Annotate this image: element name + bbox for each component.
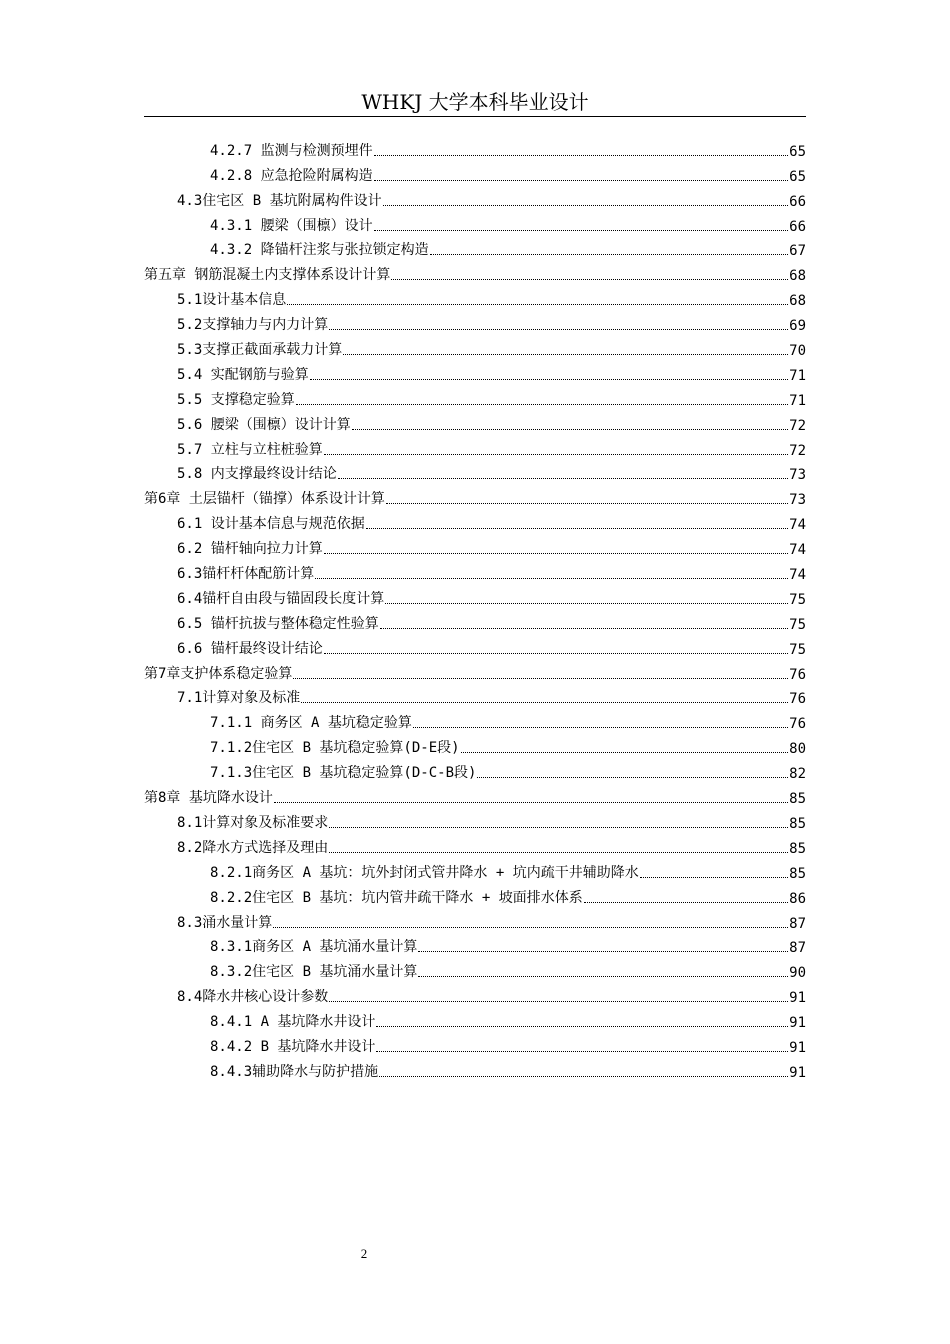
toc-entry[interactable] — [144, 807, 806, 832]
toc-entry-page: 71 — [789, 392, 806, 409]
toc-entry-title: 第6章 土层锚杆（锚撑）体系设计计算 — [144, 491, 385, 508]
toc-entry-page: 80 — [789, 741, 806, 758]
dot-leader — [324, 653, 788, 654]
toc-entry-title: 4.3.1 腰梁（围檩）设计 — [210, 217, 373, 234]
toc-entry-title: 7.1.3住宅区 B 基坑稳定验算(D-C-B段) — [210, 765, 477, 782]
toc-entry-title: 7.1.2住宅区 B 基坑稳定验算(D-E段) — [210, 740, 460, 757]
toc-entry-title: 6.2 锚杆轴向拉力计算 — [177, 541, 323, 558]
toc-entry[interactable] — [144, 1006, 806, 1031]
toc-entry[interactable] — [144, 832, 806, 857]
dot-leader — [296, 404, 788, 405]
toc-entry[interactable] — [144, 732, 806, 757]
dot-leader — [430, 254, 789, 255]
header-rule — [144, 116, 806, 117]
toc-entry[interactable] — [144, 683, 806, 708]
toc-entry-page: 75 — [789, 591, 806, 608]
toc-entry-page: 75 — [789, 641, 806, 658]
toc-entry[interactable] — [144, 757, 806, 782]
toc-entry-page: 69 — [789, 318, 806, 335]
toc-entry[interactable] — [144, 508, 806, 533]
toc-entry-page: 73 — [789, 467, 806, 484]
toc-entry-title: 5.4 实配钢筋与验算 — [177, 366, 309, 383]
dot-leader — [366, 528, 788, 529]
dot-leader — [287, 304, 788, 305]
toc-entry[interactable] — [144, 359, 806, 384]
toc-entry-page: 87 — [789, 940, 806, 957]
toc-entry[interactable] — [144, 384, 806, 409]
toc-entry[interactable] — [144, 434, 806, 459]
toc-entry-page: 87 — [789, 915, 806, 932]
dot-leader — [329, 827, 788, 828]
toc-entry-page: 85 — [789, 791, 806, 808]
toc-entry-page: 72 — [789, 442, 806, 459]
toc-entry[interactable] — [144, 981, 806, 1006]
toc-entry-title: 6.6 锚杆最终设计结论 — [177, 640, 323, 657]
toc-entry[interactable] — [144, 608, 806, 633]
toc-entry-title: 5.8 内支撑最终设计结论 — [177, 466, 337, 483]
dot-leader — [374, 230, 789, 231]
toc-entry[interactable] — [144, 633, 806, 658]
toc-entry-title: 8.4降水井核心设计参数 — [177, 989, 329, 1006]
toc-entry-page: 74 — [789, 567, 806, 584]
toc-entry-title: 8.4.2 B 基坑降水井设计 — [210, 1038, 376, 1055]
toc-entry-title: 5.3支撑正截面承载力计算 — [177, 342, 343, 359]
toc-entry-page: 68 — [789, 268, 806, 285]
toc-entry-page: 68 — [789, 293, 806, 310]
toc-entry[interactable] — [144, 583, 806, 608]
toc-entry-page: 66 — [789, 193, 806, 210]
toc-entry-title: 8.4.1 A 基坑降水井设计 — [210, 1014, 376, 1031]
dot-leader — [383, 205, 789, 206]
toc-entry-title: 4.3住宅区 B 基坑附属构件设计 — [177, 192, 382, 209]
toc-entry[interactable] — [144, 334, 806, 359]
toc-entry[interactable] — [144, 459, 806, 484]
dot-leader — [374, 155, 789, 156]
toc-entry-title: 7.1.1 商务区 A 基坑稳定验算 — [210, 715, 412, 732]
toc-entry-page: 85 — [789, 815, 806, 832]
dot-leader — [343, 354, 788, 355]
toc-entry[interactable] — [144, 160, 806, 185]
toc-entry-page: 76 — [789, 666, 806, 683]
dot-leader — [324, 454, 788, 455]
dot-leader — [418, 951, 788, 952]
dot-leader — [477, 777, 788, 778]
toc-entry[interactable] — [144, 533, 806, 558]
toc-entry-title: 4.2.7 监测与检测预埋件 — [210, 142, 373, 159]
toc-entry-title: 5.7 立柱与立柱桩验算 — [177, 441, 323, 458]
toc-entry-title: 4.3.2 降锚杆注浆与张拉锁定构造 — [210, 242, 429, 259]
toc-entry-page: 65 — [789, 143, 806, 160]
dot-leader — [386, 503, 788, 504]
toc-entry-title: 8.1计算对象及标准要求 — [177, 814, 329, 831]
toc-entry[interactable] — [144, 1056, 806, 1081]
dot-leader — [329, 852, 788, 853]
dot-leader — [293, 678, 788, 679]
toc-entry[interactable] — [144, 558, 806, 583]
dot-leader — [315, 578, 788, 579]
toc-entry[interactable] — [144, 259, 806, 284]
dot-leader — [413, 727, 788, 728]
toc-entry-page: 76 — [789, 691, 806, 708]
dot-leader — [385, 603, 788, 604]
toc-entry-page: 66 — [789, 218, 806, 235]
dot-leader — [352, 429, 788, 430]
toc-entry-page: 91 — [789, 1015, 806, 1032]
toc-entry-title: 5.6 腰梁（围檩）设计计算 — [177, 416, 351, 433]
toc-entry-title: 8.3涌水量计算 — [177, 914, 273, 931]
toc-entry-page: 72 — [789, 417, 806, 434]
toc-entry[interactable] — [144, 309, 806, 334]
toc-entry[interactable] — [144, 135, 806, 160]
toc-entry-page: 74 — [789, 542, 806, 559]
toc-entry-page: 85 — [789, 840, 806, 857]
toc-entry[interactable] — [144, 483, 806, 508]
toc-entry-title: 8.3.1商务区 A 基坑涌水量计算 — [210, 939, 418, 956]
toc-entry-page: 73 — [789, 492, 806, 509]
dot-leader — [301, 702, 788, 703]
toc-entry-page: 75 — [789, 616, 806, 633]
toc-entry-title: 6.4锚杆自由段与锚固段长度计算 — [177, 590, 385, 607]
toc-entry-title: 7.1计算对象及标准 — [177, 690, 301, 707]
toc-entry-page: 74 — [789, 517, 806, 534]
dot-leader — [329, 1001, 788, 1002]
toc-entry-title: 4.2.8 应急抢险附属构造 — [210, 167, 373, 184]
toc-entry-page: 91 — [789, 1064, 806, 1081]
dot-leader — [380, 628, 788, 629]
dot-leader — [418, 976, 788, 977]
toc-entry[interactable] — [144, 1031, 806, 1056]
toc-entry[interactable] — [144, 882, 806, 907]
toc-entry[interactable] — [144, 956, 806, 981]
dot-leader — [273, 927, 788, 928]
toc-entry-page: 91 — [789, 1039, 806, 1056]
dot-leader — [374, 180, 789, 181]
dot-leader — [324, 553, 788, 554]
toc-entry-title: 6.1 设计基本信息与规范依据 — [177, 516, 365, 533]
toc-entry-title: 5.2支撑轴力与内力计算 — [177, 317, 329, 334]
toc-entry[interactable] — [144, 185, 806, 210]
toc-entry[interactable] — [144, 707, 806, 732]
running-header: WHKJ 大学本科毕业设计 — [361, 90, 589, 114]
toc-entry[interactable] — [144, 284, 806, 309]
toc-entry-title: 5.5 支撑稳定验算 — [177, 391, 295, 408]
dot-leader — [391, 279, 788, 280]
toc-entry-page: 76 — [789, 716, 806, 733]
toc-entry-page: 71 — [789, 367, 806, 384]
toc-entry-page: 65 — [789, 168, 806, 185]
toc-entry-title: 8.4.3辅助降水与防护措施 — [210, 1063, 379, 1080]
toc-entry[interactable] — [144, 235, 806, 260]
toc-entry[interactable] — [144, 782, 806, 807]
dot-leader — [640, 877, 788, 878]
toc-entry-title: 第五章 钢筋混凝土内支撑体系设计计算 — [144, 267, 391, 284]
toc-entry[interactable] — [144, 210, 806, 235]
dot-leader — [329, 329, 788, 330]
dot-leader — [379, 1076, 788, 1077]
toc-entry-page: 91 — [789, 990, 806, 1007]
toc-entry-page: 82 — [789, 766, 806, 783]
toc-entry-title: 8.2降水方式选择及理由 — [177, 839, 329, 856]
toc-entry-page: 67 — [789, 243, 806, 260]
toc-entry[interactable] — [144, 409, 806, 434]
table-of-contents — [144, 135, 806, 1081]
dot-leader — [461, 752, 789, 753]
toc-entry[interactable] — [144, 658, 806, 683]
dot-leader — [376, 1051, 788, 1052]
dot-leader — [584, 902, 788, 903]
toc-entry[interactable] — [144, 932, 806, 957]
dot-leader — [310, 379, 788, 380]
toc-entry[interactable] — [144, 907, 806, 932]
dot-leader — [376, 1026, 788, 1027]
toc-entry-title: 8.3.2住宅区 B 基坑涌水量计算 — [210, 964, 418, 981]
toc-entry-title: 6.3锚杆杆体配筋计算 — [177, 566, 315, 583]
toc-entry-page: 70 — [789, 343, 806, 360]
toc-entry-title: 8.2.2住宅区 B 基坑：坑内管井疏干降水 + 坡面排水体系 — [210, 889, 583, 906]
toc-entry-title: 第8章 基坑降水设计 — [144, 790, 273, 807]
page-number: 2 — [360, 1246, 368, 1261]
toc-entry[interactable] — [144, 857, 806, 882]
toc-entry-page: 85 — [789, 865, 806, 882]
toc-entry-title: 第7章支护体系稳定验算 — [144, 665, 293, 682]
dot-leader — [274, 802, 788, 803]
toc-entry-page: 86 — [789, 890, 806, 907]
toc-entry-title: 5.1设计基本信息 — [177, 292, 287, 309]
toc-entry-page: 90 — [789, 965, 806, 982]
dot-leader — [338, 478, 788, 479]
toc-entry-title: 8.2.1商务区 A 基坑：坑外封闭式管井降水 + 坑内疏干井辅助降水 — [210, 864, 639, 881]
toc-entry-title: 6.5 锚杆抗拔与整体稳定性验算 — [177, 615, 379, 632]
